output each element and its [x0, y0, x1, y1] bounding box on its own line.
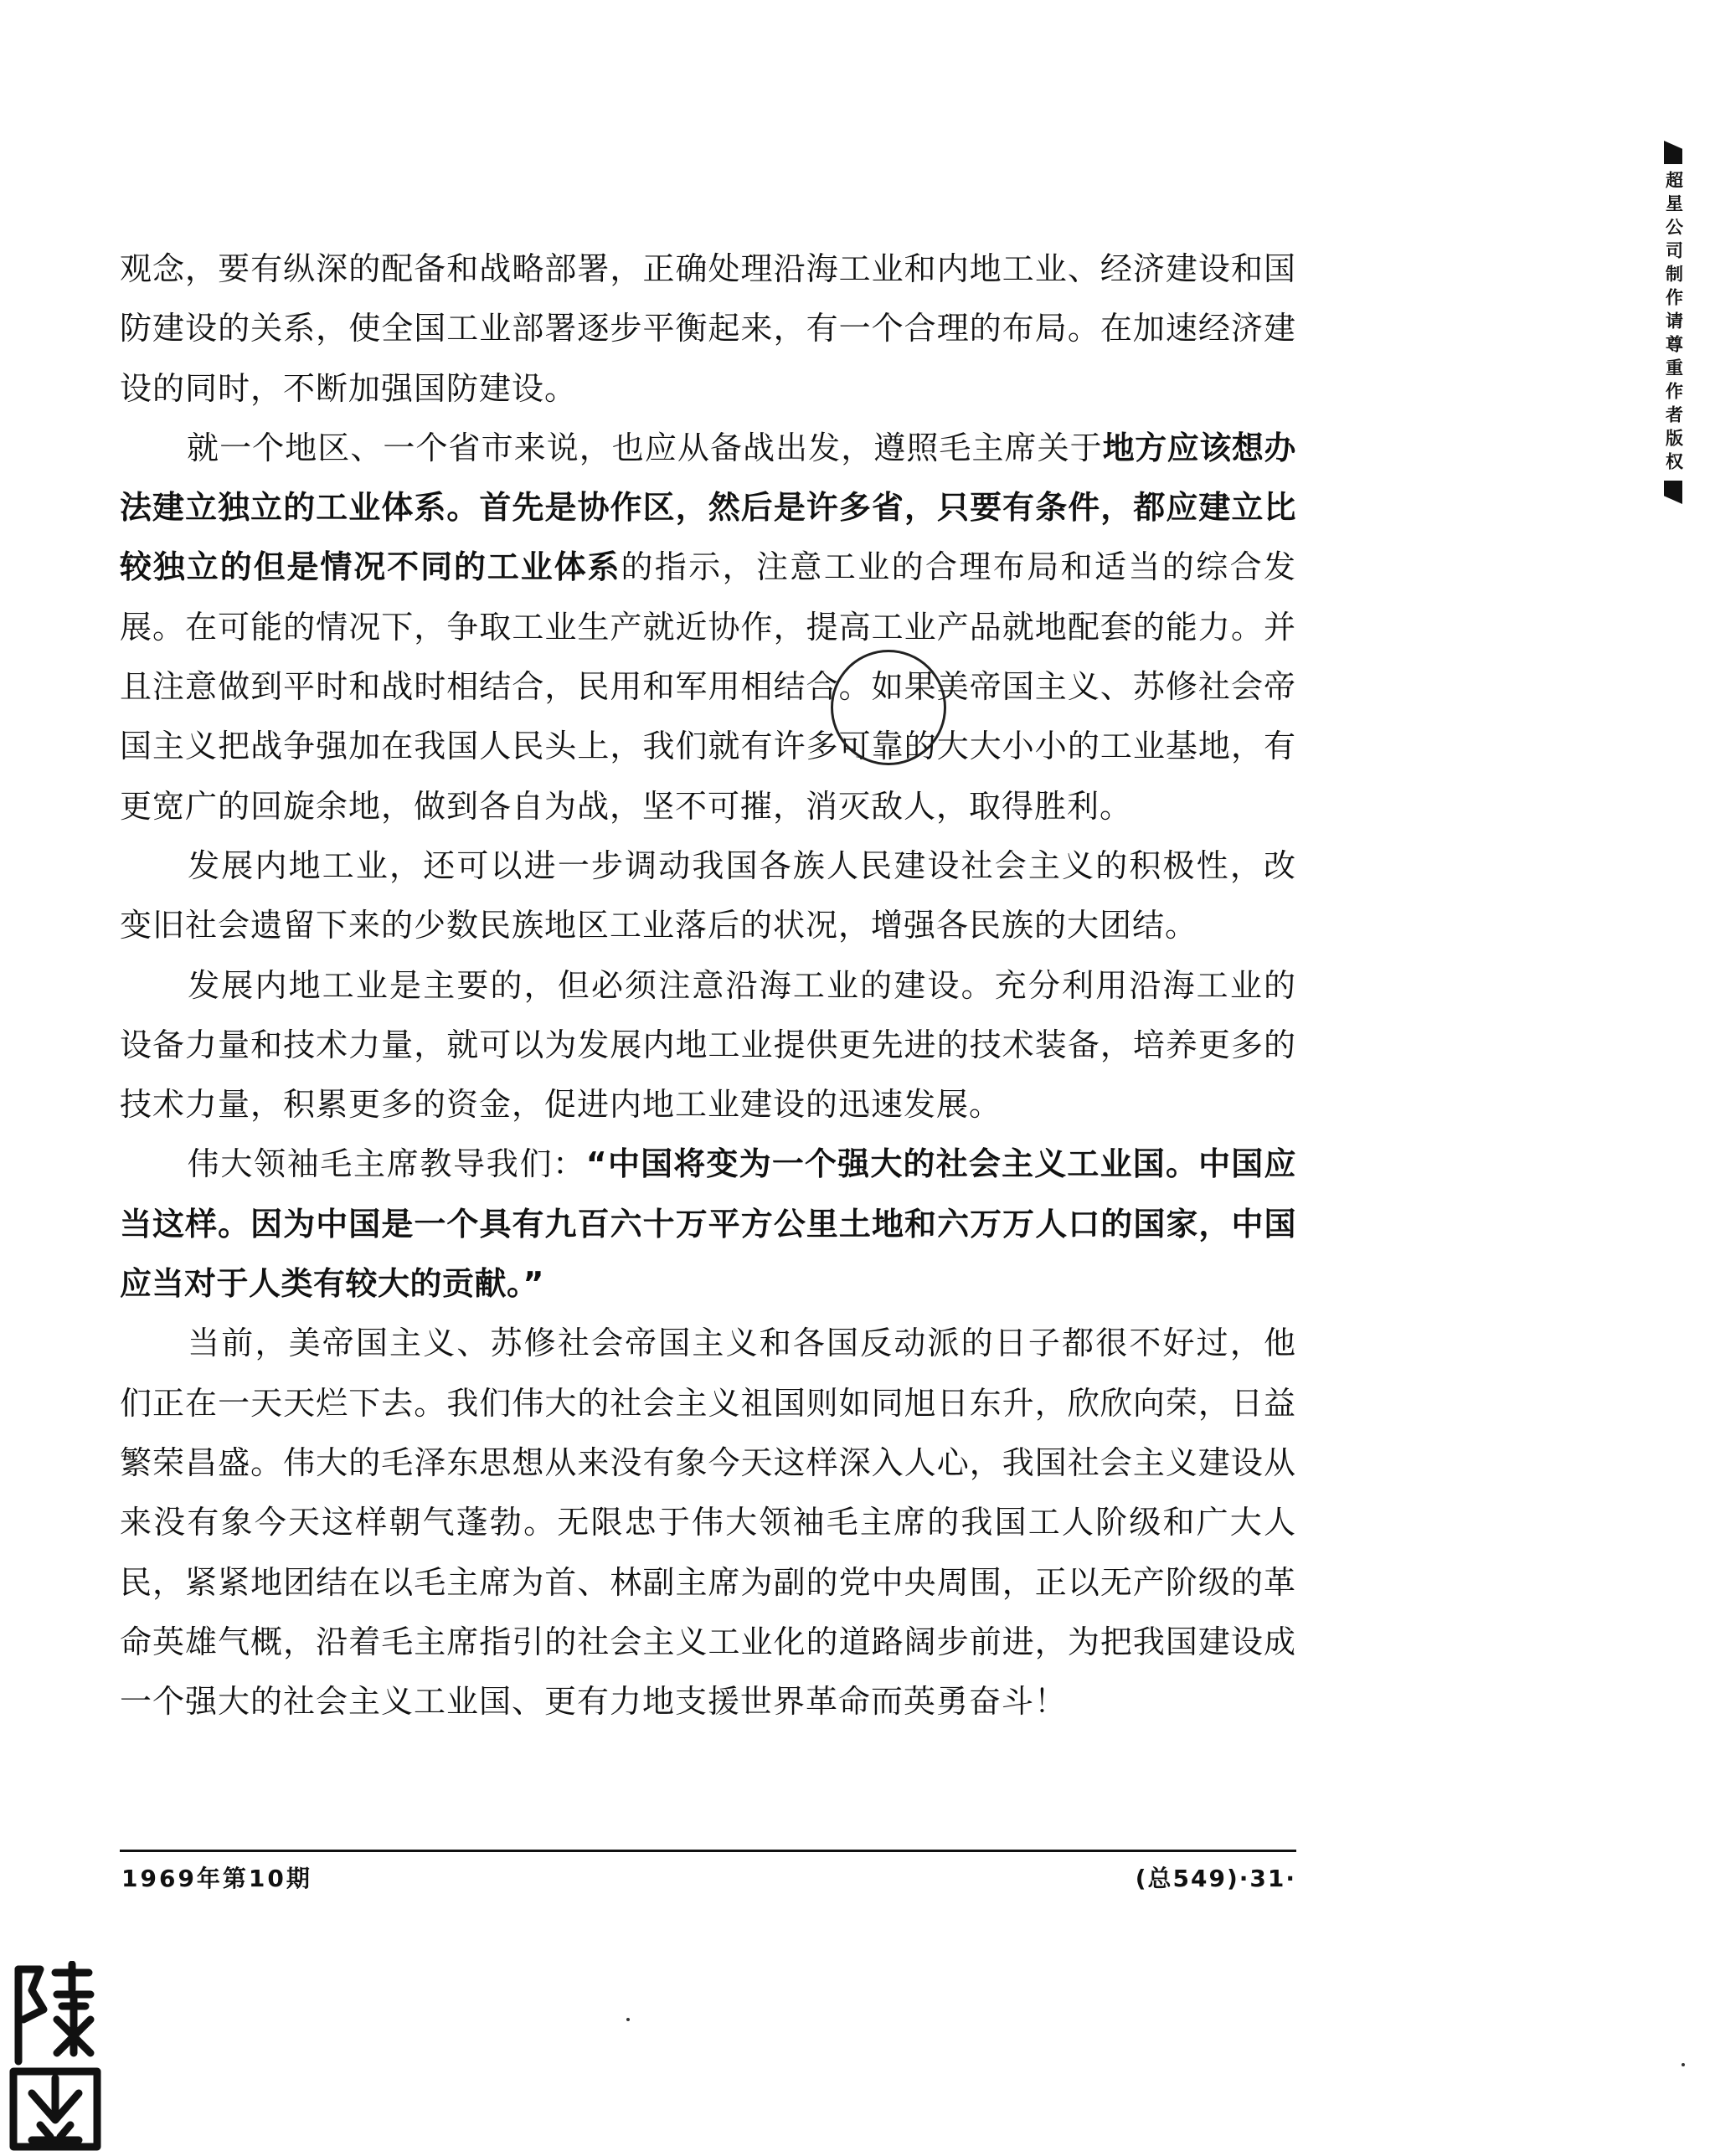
red-seal-stamp: [7, 1961, 103, 2155]
page-number: (总549)·31·: [1135, 1865, 1296, 1892]
paragraph: [120, 1135, 1296, 1314]
body-text: 观念，要有纵深的配备和战略部署，正确处理沿海工业和内地工业、经济建设和国防建设的关系，使全国工业部署逐步平衡起来，有一个合理的布局。在加速经济建设的同时，不断加强国防建设。: [120, 250, 1296, 407]
body-text: 的指示，注意工业的合理布局和适当的综合发展。在可能的情况下，争取工业生产就近协作，提高工业产品就地配套的能力。并且注意做到平时和战时相结合，民用和军用相结合。如果美帝国主义、苏修社会帝国主义把战争强加在我国人民头上，我们就有许多可靠的大大小小的工业基地，有更宽广的回旋余地，做到各自为战，坚不可摧，消灭敌人，取得胜利。: [120, 548, 1296, 825]
side-copyright-stamp: [1656, 141, 1690, 504]
seal-stroke: [32, 2078, 79, 2140]
body-text: 发展内地工业，还可以进一步调动我国各族人民建设社会主义的积极性，改变旧社会遗留下来的少数民族地区工业落后的状况，增强各民族的大团结。: [120, 846, 1296, 944]
body-text: 伟大领袖毛主席教导我们：: [187, 1145, 586, 1183]
paragraph: [120, 1314, 1296, 1731]
quotation-bold-text: 地方应该想办法建立独立的工业体系。首先是协作区，然后是许多省，只要有条件，都应建立比较独立的但是情况不同的工业体系: [120, 429, 1296, 586]
scan-speck: [1682, 2063, 1685, 2066]
paragraph: [120, 836, 1296, 956]
side-stamp-bar-top: [1664, 141, 1682, 164]
scan-speck: [626, 2018, 630, 2021]
seal-stroke: [55, 1964, 90, 2053]
hand-drawn-circle-mark: [831, 650, 946, 765]
issue-label: 1969年第10期: [121, 1865, 312, 1892]
body-text: 就一个地区、一个省市来说，也应从备战出发，遵照毛主席关于: [187, 429, 1103, 466]
paragraph: [120, 419, 1296, 836]
side-watermark-text: 超星公司制作请尊重作者版权: [1663, 171, 1684, 476]
side-stamp-bar-bottom: [1664, 481, 1682, 504]
quotation-bold-text: “中国将变为一个强大的社会主义工业国。中国应当这样。因为中国是一个具有九百六十万平方公里土地和六万万人口的国家，中国应当对于人类有较大的贡献。”: [120, 1145, 1296, 1303]
footer-rule: [120, 1850, 1296, 1852]
body-text: 发展内地工业是主要的，但必须注意沿海工业的建设。充分利用沿海工业的设备力量和技术力量，就可以为发展内地工业提供更先进的技术装备，培养更多的技术力量，积累更多的资金，促进内地工业建设的迅速发展。: [120, 966, 1296, 1124]
article-body: [120, 239, 1296, 1731]
paragraph: [120, 956, 1296, 1135]
body-text: 当前，美帝国主义、苏修社会帝国主义和各国反动派的日子都很不好过，他们正在一天天烂下去。我们伟大的社会主义祖国则如同旭日东升，欣欣向荣，日益繁荣昌盛。伟大的毛泽东思想从来没有象今天这样深入人心，我国社会主义建设从来没有象今天这样朝气蓬勃。无限忠于伟大领袖毛主席的我国工人阶级和广大人民，紧紧地团结在以毛主席为首、林副主席为副的党中央周围，正以无产阶级的革命英雄气概，沿着毛主席指引的社会主义工业化的道路阔步前进，为把我国建设成一个强大的社会主义工业国、更有力地支援世界革命而英勇奋斗！: [120, 1325, 1296, 1721]
paragraph: [120, 239, 1296, 419]
